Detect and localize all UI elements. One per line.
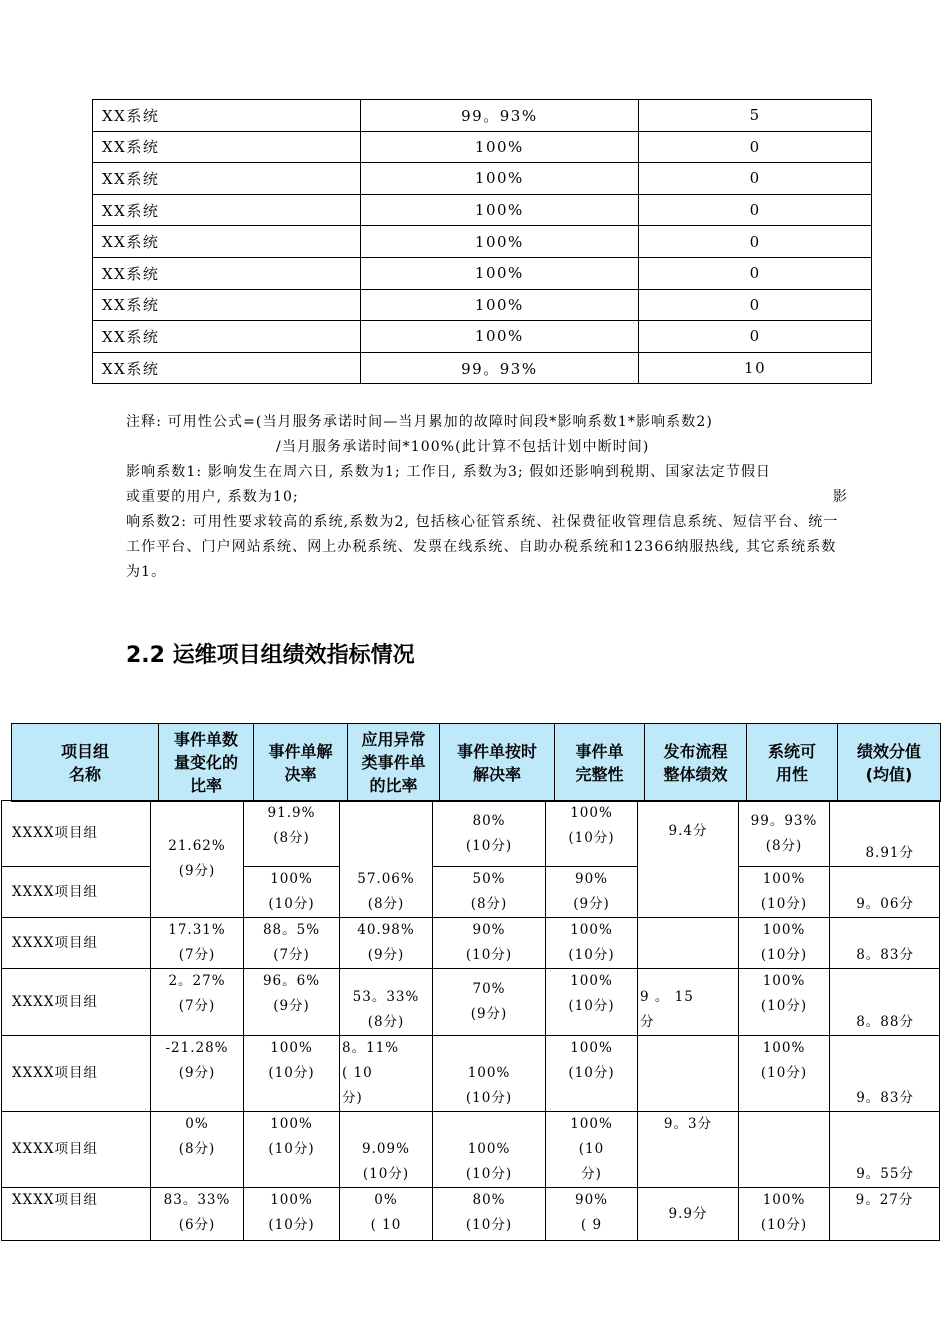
note-line-formula: 注释: 可用性公式=(当月服务承诺时间—当月累加的故障时间段*影响系数1*影响系数2) xyxy=(126,414,713,430)
cell: 9。83分 xyxy=(830,1036,940,1112)
cell: 9.09% (10分) xyxy=(340,1112,433,1188)
incident-count-cell: 10 xyxy=(639,352,872,384)
cell: 100% (10分) xyxy=(244,1036,340,1112)
cell: 99。93% (8分) xyxy=(739,801,830,867)
incident-count-cell: 0 xyxy=(639,257,872,289)
header-completeness: 事件单 完整性 xyxy=(555,724,645,801)
incident-count-cell: 0 xyxy=(639,321,872,353)
cell: 9。27分 xyxy=(830,1188,940,1241)
availability-cell: 100% xyxy=(360,163,639,195)
availability-cell: 100% xyxy=(360,289,639,321)
table-row xyxy=(2,867,940,918)
group-name: XXXX项目组 xyxy=(2,801,151,867)
table-row xyxy=(93,289,872,321)
table-row xyxy=(93,321,872,353)
note-line-formula-cont: /当月服务承诺时间*100%(此计算不包括计划中断时间) xyxy=(276,439,650,455)
table-row xyxy=(93,352,872,384)
cell: 90% (9分) xyxy=(546,867,638,918)
table-row xyxy=(93,163,872,195)
cell: 40.98% (9分) xyxy=(340,918,433,969)
system-name-cell: XX系统 xyxy=(93,352,361,384)
group-name: XXXX项目组 xyxy=(2,969,151,1036)
header-group-name: 项目组 名称 xyxy=(12,724,159,801)
cell xyxy=(739,1112,830,1188)
availability-cell: 99。93% xyxy=(360,352,639,384)
group-name: XXXX项目组 xyxy=(2,918,151,969)
incident-count-cell: 0 xyxy=(639,226,872,258)
cell: 100% (10分) xyxy=(546,1036,638,1112)
cell: 83。33% (6分) xyxy=(151,1188,244,1241)
cell: -21.28% (9分) xyxy=(151,1036,244,1112)
cell xyxy=(638,1036,739,1112)
cell: 90% ( 9 xyxy=(546,1188,638,1241)
cell: 8.91分 xyxy=(830,801,940,867)
cell: 96。6% (9分) xyxy=(244,969,340,1036)
group-name: XXXX项目组 xyxy=(2,1112,151,1188)
availability-cell: 99。93% xyxy=(360,100,639,132)
system-name-cell: XX系统 xyxy=(93,163,361,195)
cell: 70% (9分) xyxy=(433,969,546,1036)
cell: 8。11% ( 10 分) xyxy=(340,1036,433,1112)
table-row xyxy=(93,131,872,163)
cell: 90% (10分) xyxy=(433,918,546,969)
availability-cell: 100% xyxy=(360,194,639,226)
cell: 100% (10 分) xyxy=(546,1112,638,1188)
cell: 8。88分 xyxy=(830,969,940,1036)
cell: 9 。 15 分 xyxy=(638,969,739,1036)
system-name-cell: XX系统 xyxy=(93,131,361,163)
incident-count-cell: 0 xyxy=(639,163,872,195)
cell: 100% (10分) xyxy=(546,918,638,969)
cell: 9。06分 xyxy=(830,867,940,918)
header-score: 绩效分值 (均值) xyxy=(856,741,921,784)
cell: 8。83分 xyxy=(830,918,940,969)
cell: 9.4分 xyxy=(638,801,739,918)
section-heading: 2.2 运维项目组绩效指标情况 xyxy=(126,643,415,668)
cell: 100% (10分) xyxy=(739,918,830,969)
system-name-cell: XX系统 xyxy=(93,321,361,353)
cell: 53。33% (8分) xyxy=(340,969,433,1036)
table-row xyxy=(2,969,940,1036)
cell: 100% (10分) xyxy=(739,1036,830,1112)
system-name-cell: XX系统 xyxy=(93,257,361,289)
note-line-factor2-start: 影 xyxy=(832,489,848,505)
table-row xyxy=(2,1036,940,1112)
cell: 100% (10分) xyxy=(433,1036,546,1112)
table-row xyxy=(93,100,872,132)
header-ontime-rate: 事件单按时 解决率 xyxy=(440,724,555,801)
cell: 9。3分 xyxy=(638,1112,739,1188)
header-ticket-change: 事件单数 量变化的 比率 xyxy=(159,724,254,801)
availability-notes xyxy=(126,410,848,585)
incident-count-cell: 5 xyxy=(639,100,872,132)
cell: 100% (10分) xyxy=(546,969,638,1036)
cell: 0% ( 10 xyxy=(340,1188,433,1241)
note-line-factor1: 影响系数1: 影响发生在周六日, 系数为1; 工作日, 系数为3; 假如还影响到税期、国家法定节假日 xyxy=(126,464,772,480)
system-name-cell: XX系统 xyxy=(93,226,361,258)
cell: 2。27% (7分) xyxy=(151,969,244,1036)
cell: 100% (10分) xyxy=(546,801,638,867)
availability-cell: 100% xyxy=(360,226,639,258)
system-name-cell: XX系统 xyxy=(93,194,361,226)
table-row xyxy=(2,918,940,969)
note-line-factor2: 响系数2: 可用性要求较高的系统,系数为2, 包括核心征管系统、社保费征收管理信息系统、短信平台、统一工作平台、门户网站系统、网上办税系统、发票在线系统、自助办税系统和12366纳服热线, 其它系统系数为1。 xyxy=(126,514,839,580)
table-row xyxy=(93,194,872,226)
group-name: XXXX项目组 xyxy=(2,867,151,918)
availability-cell: 100% xyxy=(360,257,639,289)
group-name: XXXX项目组 xyxy=(2,1188,151,1241)
performance-table-header xyxy=(11,723,941,802)
cell: 88。5% (7分) xyxy=(244,918,340,969)
availability-cell: 100% xyxy=(360,131,639,163)
incident-count-cell: 0 xyxy=(639,194,872,226)
table-row xyxy=(2,1112,940,1188)
cell: 9.9分 xyxy=(638,1188,739,1241)
cell: 100% (10分) xyxy=(244,1188,340,1241)
cell: 100% (10分) xyxy=(739,969,830,1036)
incident-count-cell: 0 xyxy=(639,289,872,321)
availability-table xyxy=(92,99,872,384)
note-line-factor1-cont xyxy=(126,485,848,510)
cell: 21.62% (9分) xyxy=(151,801,244,918)
table-row xyxy=(2,1188,940,1241)
performance-table xyxy=(1,800,940,1241)
cell: 100% (10分) xyxy=(433,1112,546,1188)
note-line-factor1-end: 或重要的用户, 系数为10; xyxy=(126,489,299,505)
cell: 80% (10分) xyxy=(433,801,546,867)
cell: 57.06% (8分) xyxy=(340,801,433,918)
cell: 80% (10分) xyxy=(433,1188,546,1241)
header-release-perf: 发布流程 整体绩效 xyxy=(645,724,747,801)
cell xyxy=(638,918,739,969)
table-row xyxy=(93,257,872,289)
cell: 17.31% (7分) xyxy=(151,918,244,969)
cell: 0% (8分) xyxy=(151,1112,244,1188)
table-row xyxy=(2,801,940,867)
header-availability: 系统可 用性 xyxy=(747,724,838,801)
availability-table-body xyxy=(93,100,872,384)
cell: 100% (10分) xyxy=(739,867,830,918)
header-resolve-rate: 事件单解 决率 xyxy=(254,724,348,801)
cell: 9。55分 xyxy=(830,1112,940,1188)
cell: 91.9% (8分) xyxy=(244,801,340,867)
table-row xyxy=(93,226,872,258)
cell: 50% (8分) xyxy=(433,867,546,918)
availability-cell: 100% xyxy=(360,321,639,353)
cell: 100% (10分) xyxy=(244,867,340,918)
system-name-cell: XX系统 xyxy=(93,289,361,321)
system-name-cell: XX系统 xyxy=(93,100,361,132)
group-name: XXXX项目组 xyxy=(2,1036,151,1112)
header-app-exception: 应用异常 类事件单 的比率 xyxy=(348,724,440,801)
incident-count-cell: 0 xyxy=(639,131,872,163)
cell: 100% (10分) xyxy=(739,1188,830,1241)
cell: 100% (10分) xyxy=(244,1112,340,1188)
